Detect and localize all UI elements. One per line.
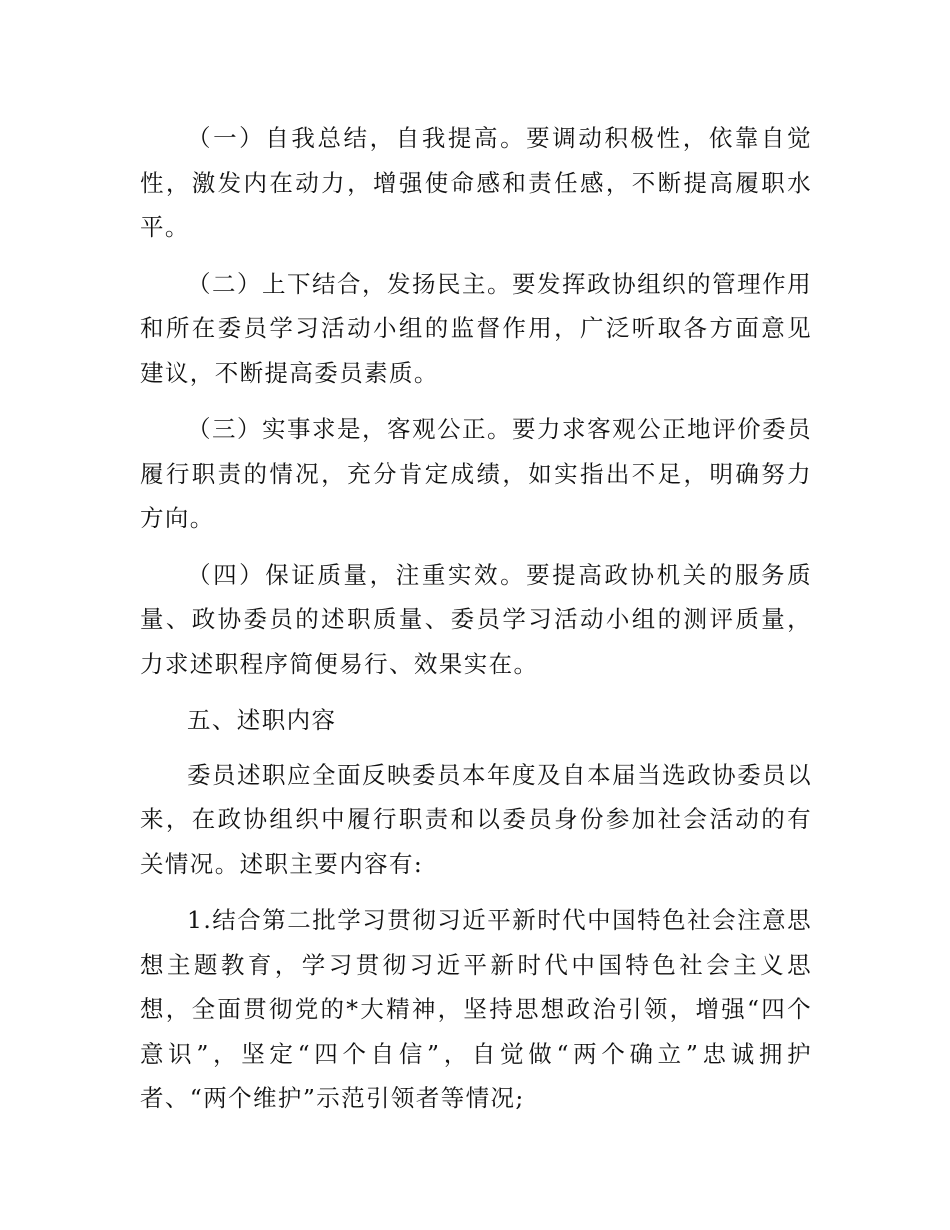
document-page [140, 116, 812, 1133]
principle-4-paragraph: （四）保证质量，注重实效。要提高政协机关的服务质量、政协委员的述职质量、委员学习活动小组的测评质量，力求述职程序简便易行、效果实在。 [140, 560, 812, 678]
principle-3-paragraph: （三）实事求是，客观公正。要力求客观公正地评价委员履行职责的情况，充分肯定成绩，如实指出不足，明确努力方向。 [140, 415, 812, 532]
content-item-1-paragraph: 1.结合第二批学习贯彻习近平新时代中国特色社会注意思想主题教育，学习贯彻习近平新时代中国特色社会主义思想，全面贯彻党的*大精神，坚持思想政治引领，增强“四个意识”，坚定“四个自信”，自觉做“两个确立”忠诚拥护者、“两个维护”示范引领者等情况; [140, 906, 812, 1112]
principle-1-paragraph: （一）自我总结，自我提高。要调动积极性，依靠自觉性，激发内在动力，增强使命感和责任感，不断提高履职水平。 [140, 124, 812, 241]
principle-2-paragraph: （二）上下结合，发扬民主。要发挥政协组织的管理作用和所在委员学习活动小组的监督作用，广泛听取各方面意见建议，不断提高委员素质。 [140, 269, 812, 387]
section-heading: 五、述职内容 [187, 706, 337, 734]
section-intro-paragraph: 委员述职应全面反映委员本年度及自本届当选政协委员以来，在政协组织中履行职责和以委员身份参加社会活动的有关情况。述职主要内容有: [140, 760, 812, 878]
